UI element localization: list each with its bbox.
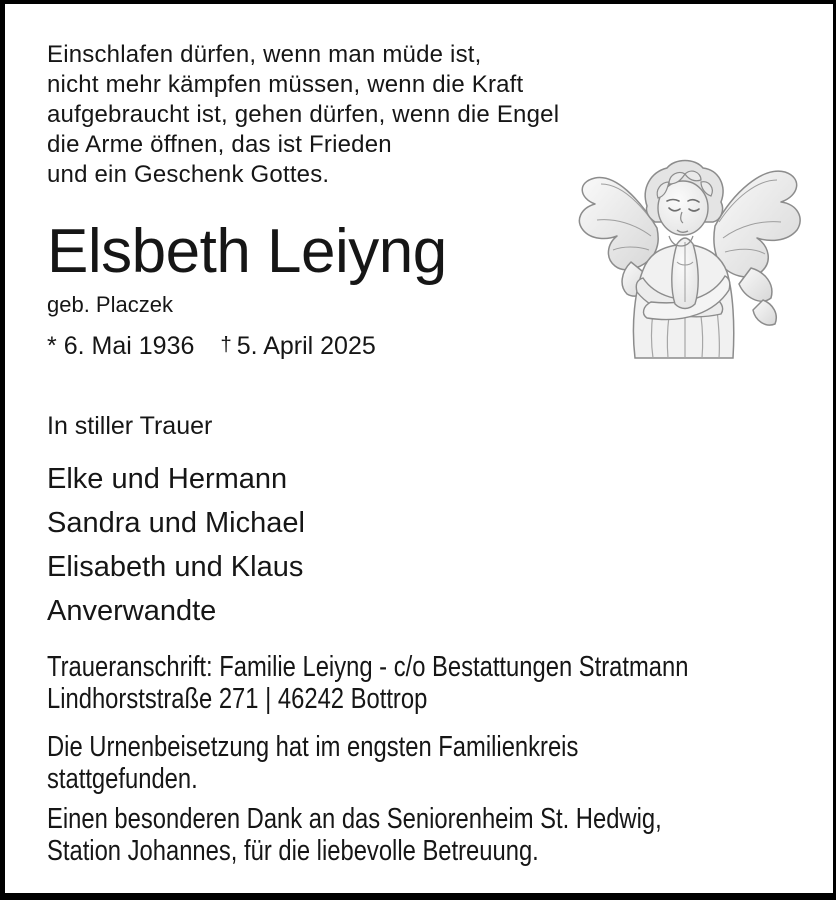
death-date: 5. April 2025 <box>236 332 376 360</box>
urn-burial-note <box>47 731 669 795</box>
deceased-name: Elsbeth Leiyng <box>47 217 447 286</box>
mourners-list <box>47 457 805 633</box>
mourning-address <box>47 651 689 715</box>
death-date-group <box>220 332 375 360</box>
birth-date: 6. Mai 1936 <box>63 332 195 360</box>
verse-line: die Arme öffnen, das ist Frieden <box>47 131 392 158</box>
mourner-name: Sandra und Michael <box>47 507 305 539</box>
praying-angel-image <box>573 150 813 366</box>
birth-symbol: * <box>47 332 57 360</box>
note-line: stattgefunden. <box>47 763 198 795</box>
verse-line: aufgebraucht ist, gehen dürfen, wenn die Engel <box>47 101 560 128</box>
obituary-content <box>5 4 833 867</box>
death-symbol: † <box>220 333 232 356</box>
address-line: Lindhorststraße 271 | 46242 Bottrop <box>47 683 428 715</box>
note-line: Einen besonderen Dank an das Seniorenheim St. Hedwig, <box>47 803 662 835</box>
maiden-name: geb. Placzek <box>47 292 173 317</box>
mourner-name: Elke und Hermann <box>47 463 288 495</box>
verse-line: und ein Geschenk Gottes. <box>47 161 330 188</box>
thanks-note <box>47 803 669 867</box>
mourner-name: Anverwandte <box>47 595 217 627</box>
mourner-name: Elisabeth und Klaus <box>47 551 304 583</box>
note-line: Die Urnenbeisetzung hat im engsten Familienkreis <box>47 731 579 763</box>
note-line: Station Johannes, für die liebevolle Betreuung. <box>47 835 539 867</box>
verse-line: Einschlafen dürfen, wenn man müde ist, <box>47 41 482 68</box>
address-line: Traueranschrift: Familie Leiyng - c/o Bestattungen Stratmann <box>47 651 689 683</box>
mourning-intro: In stiller Trauer <box>47 412 213 440</box>
verse-line: nicht mehr kämpfen müssen, wenn die Kraft <box>47 71 524 98</box>
